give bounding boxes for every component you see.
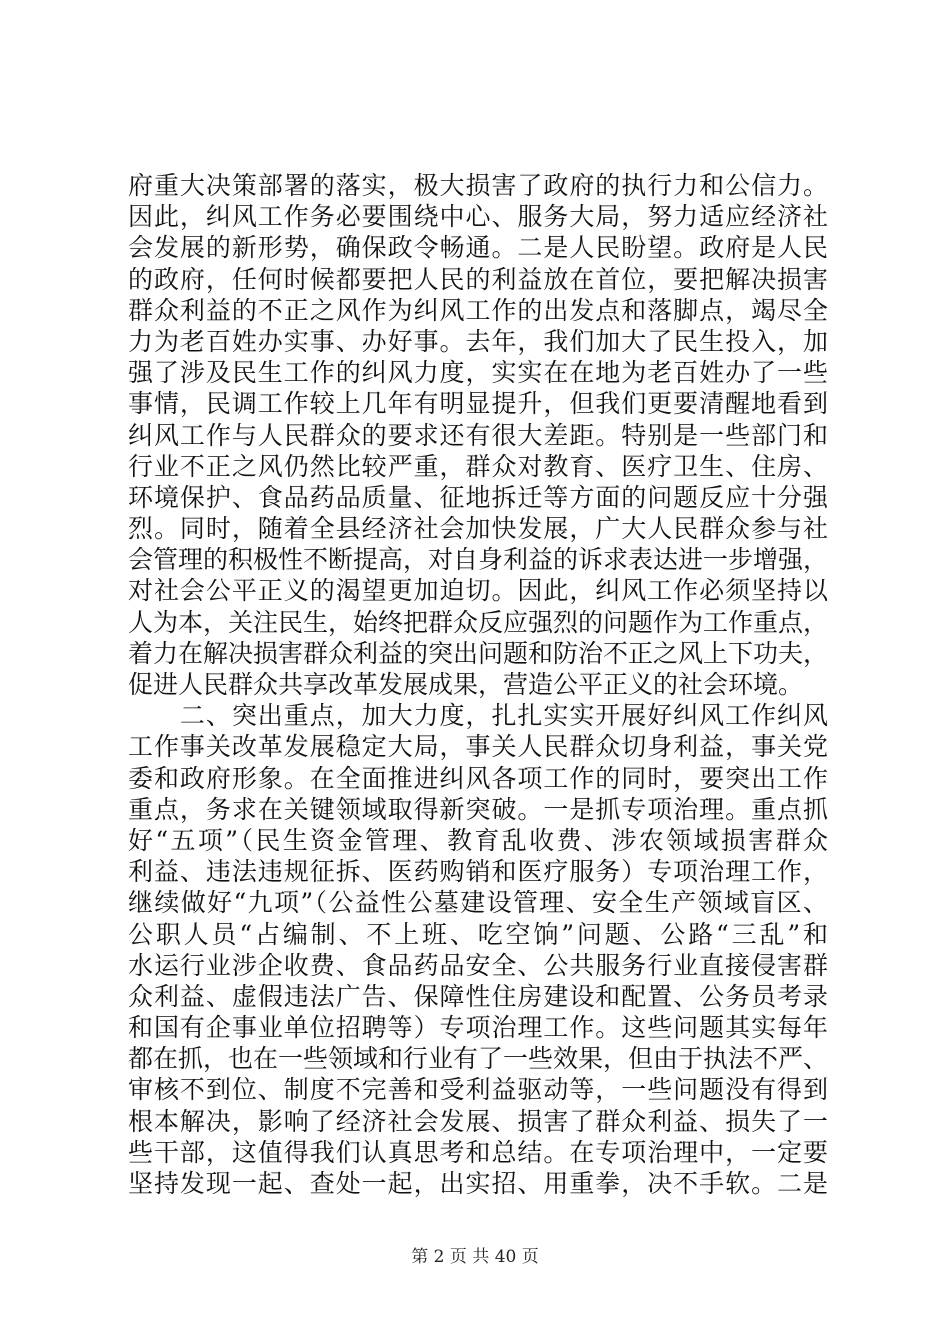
text-line: 的政府，任何时候都要把人民的利益放在首位，要把解决损害 (128, 264, 828, 294)
text-line: 强了涉及民生工作的纠风力度，实实在在地为老百姓办了一些 (128, 358, 828, 388)
text-line: 力为老百姓办实事、办好事。去年，我们加大了民生投入，加 (128, 326, 828, 356)
text-line: 环境保护、食品药品质量、征地拆迁等方面的问题反应十分强 (128, 482, 828, 512)
text-line: 纠风工作与人民群众的要求还有很大差距。特别是一些部门和 (128, 420, 828, 450)
text-line: 对社会公平正义的渴望更加迫切。因此，纠风工作必须坚持以 (128, 576, 828, 606)
text-line: 群众利益的不正之风作为纠风工作的出发点和落脚点，竭尽全 (128, 295, 828, 325)
text-line: 众利益、虚假违法广告、保障性住房建设和配置、公务员考录 (128, 981, 828, 1011)
text-line: 会发展的新形势，确保政令畅通。二是人民盼望。政府是人民 (128, 233, 828, 263)
text-line: 事情，民调工作较上几年有明显提升，但我们更要清醒地看到 (128, 389, 828, 419)
text-line: 因此，纠风工作务必要围绕中心、服务大局，努力适应经济社 (128, 202, 828, 232)
text-line: 促进人民群众共享改革发展成果，营造公平正义的社会环境。 (128, 670, 804, 699)
text-line: 会管理的积极性不断提高，对自身利益的诉求表达进一步增强， (128, 545, 828, 575)
text-line: 行业不正之风仍然比较严重，群众对教育、医疗卫生、住房、 (128, 451, 828, 481)
text-line: 继续做好“九项”（公益性公墓建设管理、安全生产领域盲区、 (128, 888, 828, 918)
text-line: 水运行业涉企收费、食品药品安全、公共服务行业直接侵害群 (128, 950, 828, 980)
text-line: 委和政府形象。在全面推进纠风各项工作的同时，要突出工作 (128, 763, 828, 793)
text-line: 根本解决，影响了经济社会发展、损害了群众利益、损失了一 (128, 1106, 828, 1136)
page-number-footer: 第 2 页 共 40 页 (411, 1247, 539, 1267)
text-line: 审核不到位、制度不完善和受利益驱动等，一些问题没有得到 (128, 1075, 828, 1105)
body-text (128, 170, 828, 1199)
text-line: 坚持发现一起、查处一起，出实招、用重拳，决不手软。二是 (128, 1169, 828, 1198)
text-line: 公职人员“占编制、不上班、吃空饷”问题、公路“三乱”和 (128, 919, 828, 949)
text-line: 烈。同时，随着全县经济社会加快发展，广大人民群众参与社 (128, 514, 828, 544)
text-line: 府重大决策部署的落实，极大损害了政府的执行力和公信力。 (128, 171, 828, 200)
text-line: 着力在解决损害群众利益的突出问题和防治不正之风上下功夫， (128, 638, 828, 668)
text-line: 些干部，这值得我们认真思考和总结。在专项治理中，一定要 (128, 1137, 828, 1167)
text-line: 人为本，关注民生，始终把群众反应强烈的问题作为工作重点， (128, 607, 828, 637)
text-line: 都在抓，也在一些领域和行业有了一些效果，但由于执法不严、 (128, 1044, 828, 1074)
text-line: 工作事关改革发展稳定大局，事关人民群众切身利益，事关党 (128, 732, 828, 762)
text-line: 利益、违法违规征拆、医药购销和医疗服务）专项治理工作， (128, 857, 828, 887)
text-line: 和国有企事业单位招聘等）专项治理工作。这些问题其实每年 (128, 1013, 828, 1043)
text-line: 二、突出重点，加大力度，扎扎实实开展好纠风工作纠风 (128, 701, 828, 731)
text-line: 重点，务求在关键领域取得新突破。一是抓专项治理。重点抓 (128, 794, 828, 824)
text-line: 好“五项”（民生资金管理、教育乱收费、涉农领域损害群众 (128, 825, 828, 855)
